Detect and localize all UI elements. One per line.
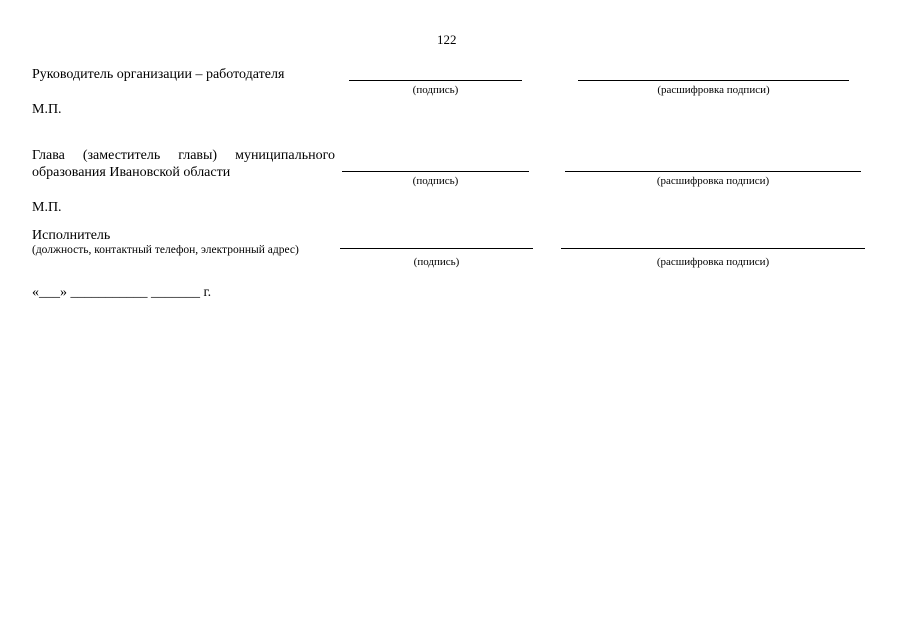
label-word: Глава <box>32 148 65 163</box>
municipal-signature-line[interactable] <box>342 171 529 172</box>
label-word: главы) <box>178 148 218 163</box>
municipal-decoding-line[interactable] <box>565 171 861 172</box>
stamp-place-2: М.П. <box>32 200 62 215</box>
executor-decoding-line[interactable] <box>561 248 865 249</box>
executor-sublabel: (должность, контактный телефон, электронный адрес) <box>32 244 299 256</box>
label-word: (заместитель <box>82 148 161 163</box>
stamp-place-1: М.П. <box>32 102 62 117</box>
label-word: муниципального <box>235 148 335 163</box>
employer-head-label: Руководитель организации – работодателя <box>32 67 285 82</box>
executor-label: Исполнитель <box>32 228 111 243</box>
page-number: 122 <box>437 32 457 47</box>
municipal-decoding-caption: (расшифровка подписи) <box>656 175 770 187</box>
municipal-head-label-line1 <box>32 148 335 164</box>
executor-signature-caption: (подпись) <box>413 256 460 268</box>
executor-signature-line[interactable] <box>340 248 533 249</box>
executor-decoding-caption: (расшифровка подписи) <box>656 256 770 268</box>
municipal-signature-caption: (подпись) <box>412 175 459 187</box>
municipal-head-label-line2: образования Ивановской области <box>32 165 231 180</box>
employer-decoding-line[interactable] <box>578 80 849 81</box>
employer-decoding-caption: (расшифровка подписи) <box>657 84 770 96</box>
employer-signature-line[interactable] <box>349 80 522 81</box>
date-line[interactable]: «___» ___________ _______ г. <box>32 285 212 300</box>
employer-signature-caption: (подпись) <box>412 84 459 96</box>
